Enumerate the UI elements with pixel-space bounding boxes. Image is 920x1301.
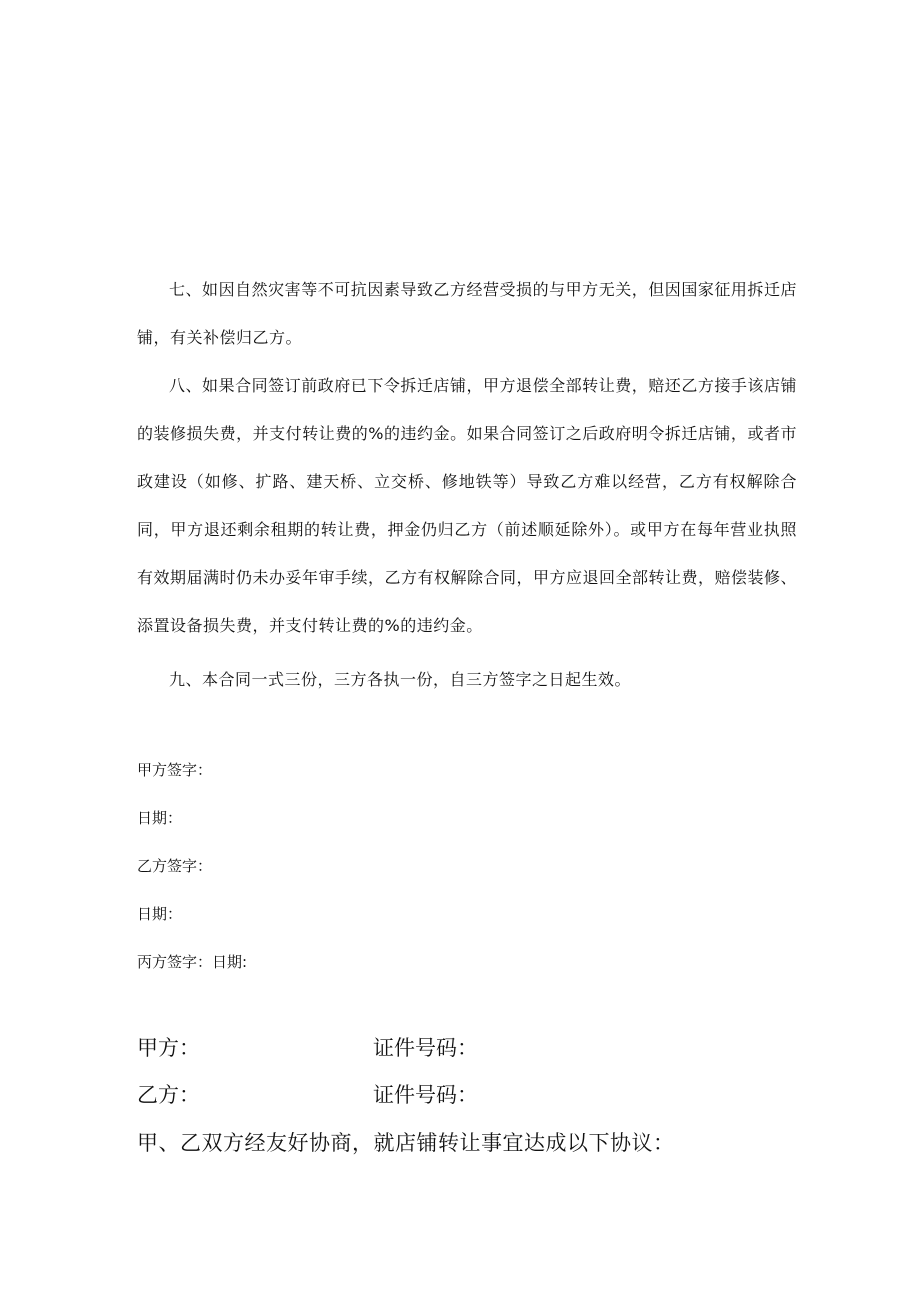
party-c-signature-date-label: 丙方签字：日期: [137,953,248,971]
clause-9: 九、本合同一式三份，三方各执一份，自三方签字之日起生效。 [169,670,632,689]
party-b-signature-label: 乙方签字： [137,857,213,875]
party-b-label: 乙方： [137,1083,200,1107]
party-a-signature-label: 甲方签字： [137,761,213,779]
party-a-label: 甲方： [137,1036,200,1060]
clause-7: 七、如因自然灾害等不可抗因素导致乙方经营受损的与甲方无关，但因国家征用拆迁店铺，有关补偿归乙方。 [137,280,797,347]
agreement-intro: 甲、乙双方经友好协商，就店铺转让事宜达成以下协议： [137,1131,675,1155]
party-b-id-label: 证件号码： [373,1083,478,1107]
clause-8: 八、如果合同签订前政府已下令拆迁店铺，甲方退偿全部转让费，赔还乙方接手该店铺的装修损失费，并支付转让费的%的违约金。如果合同签订之后政府明令拆迁店铺，或者市政建设（如修、扩路、建天桥、立交桥、修地铁等）导致乙方难以经营，乙方有权解除合同，甲方退还剩余租期的转让费，押金仍归乙方（前述顺延除外）。或甲方在每年营业执照有效期届满时仍未办妥年审手续，乙方有权解除合同，甲方应退回全部转让费，赔偿装修、添置设备损失费，并支付转让费的%的违约金。 [137,376,798,635]
party-b-date-label: 日期： [137,905,183,923]
party-a-id-label: 证件号码： [373,1036,478,1060]
party-a-date-label: 日期： [137,809,183,827]
